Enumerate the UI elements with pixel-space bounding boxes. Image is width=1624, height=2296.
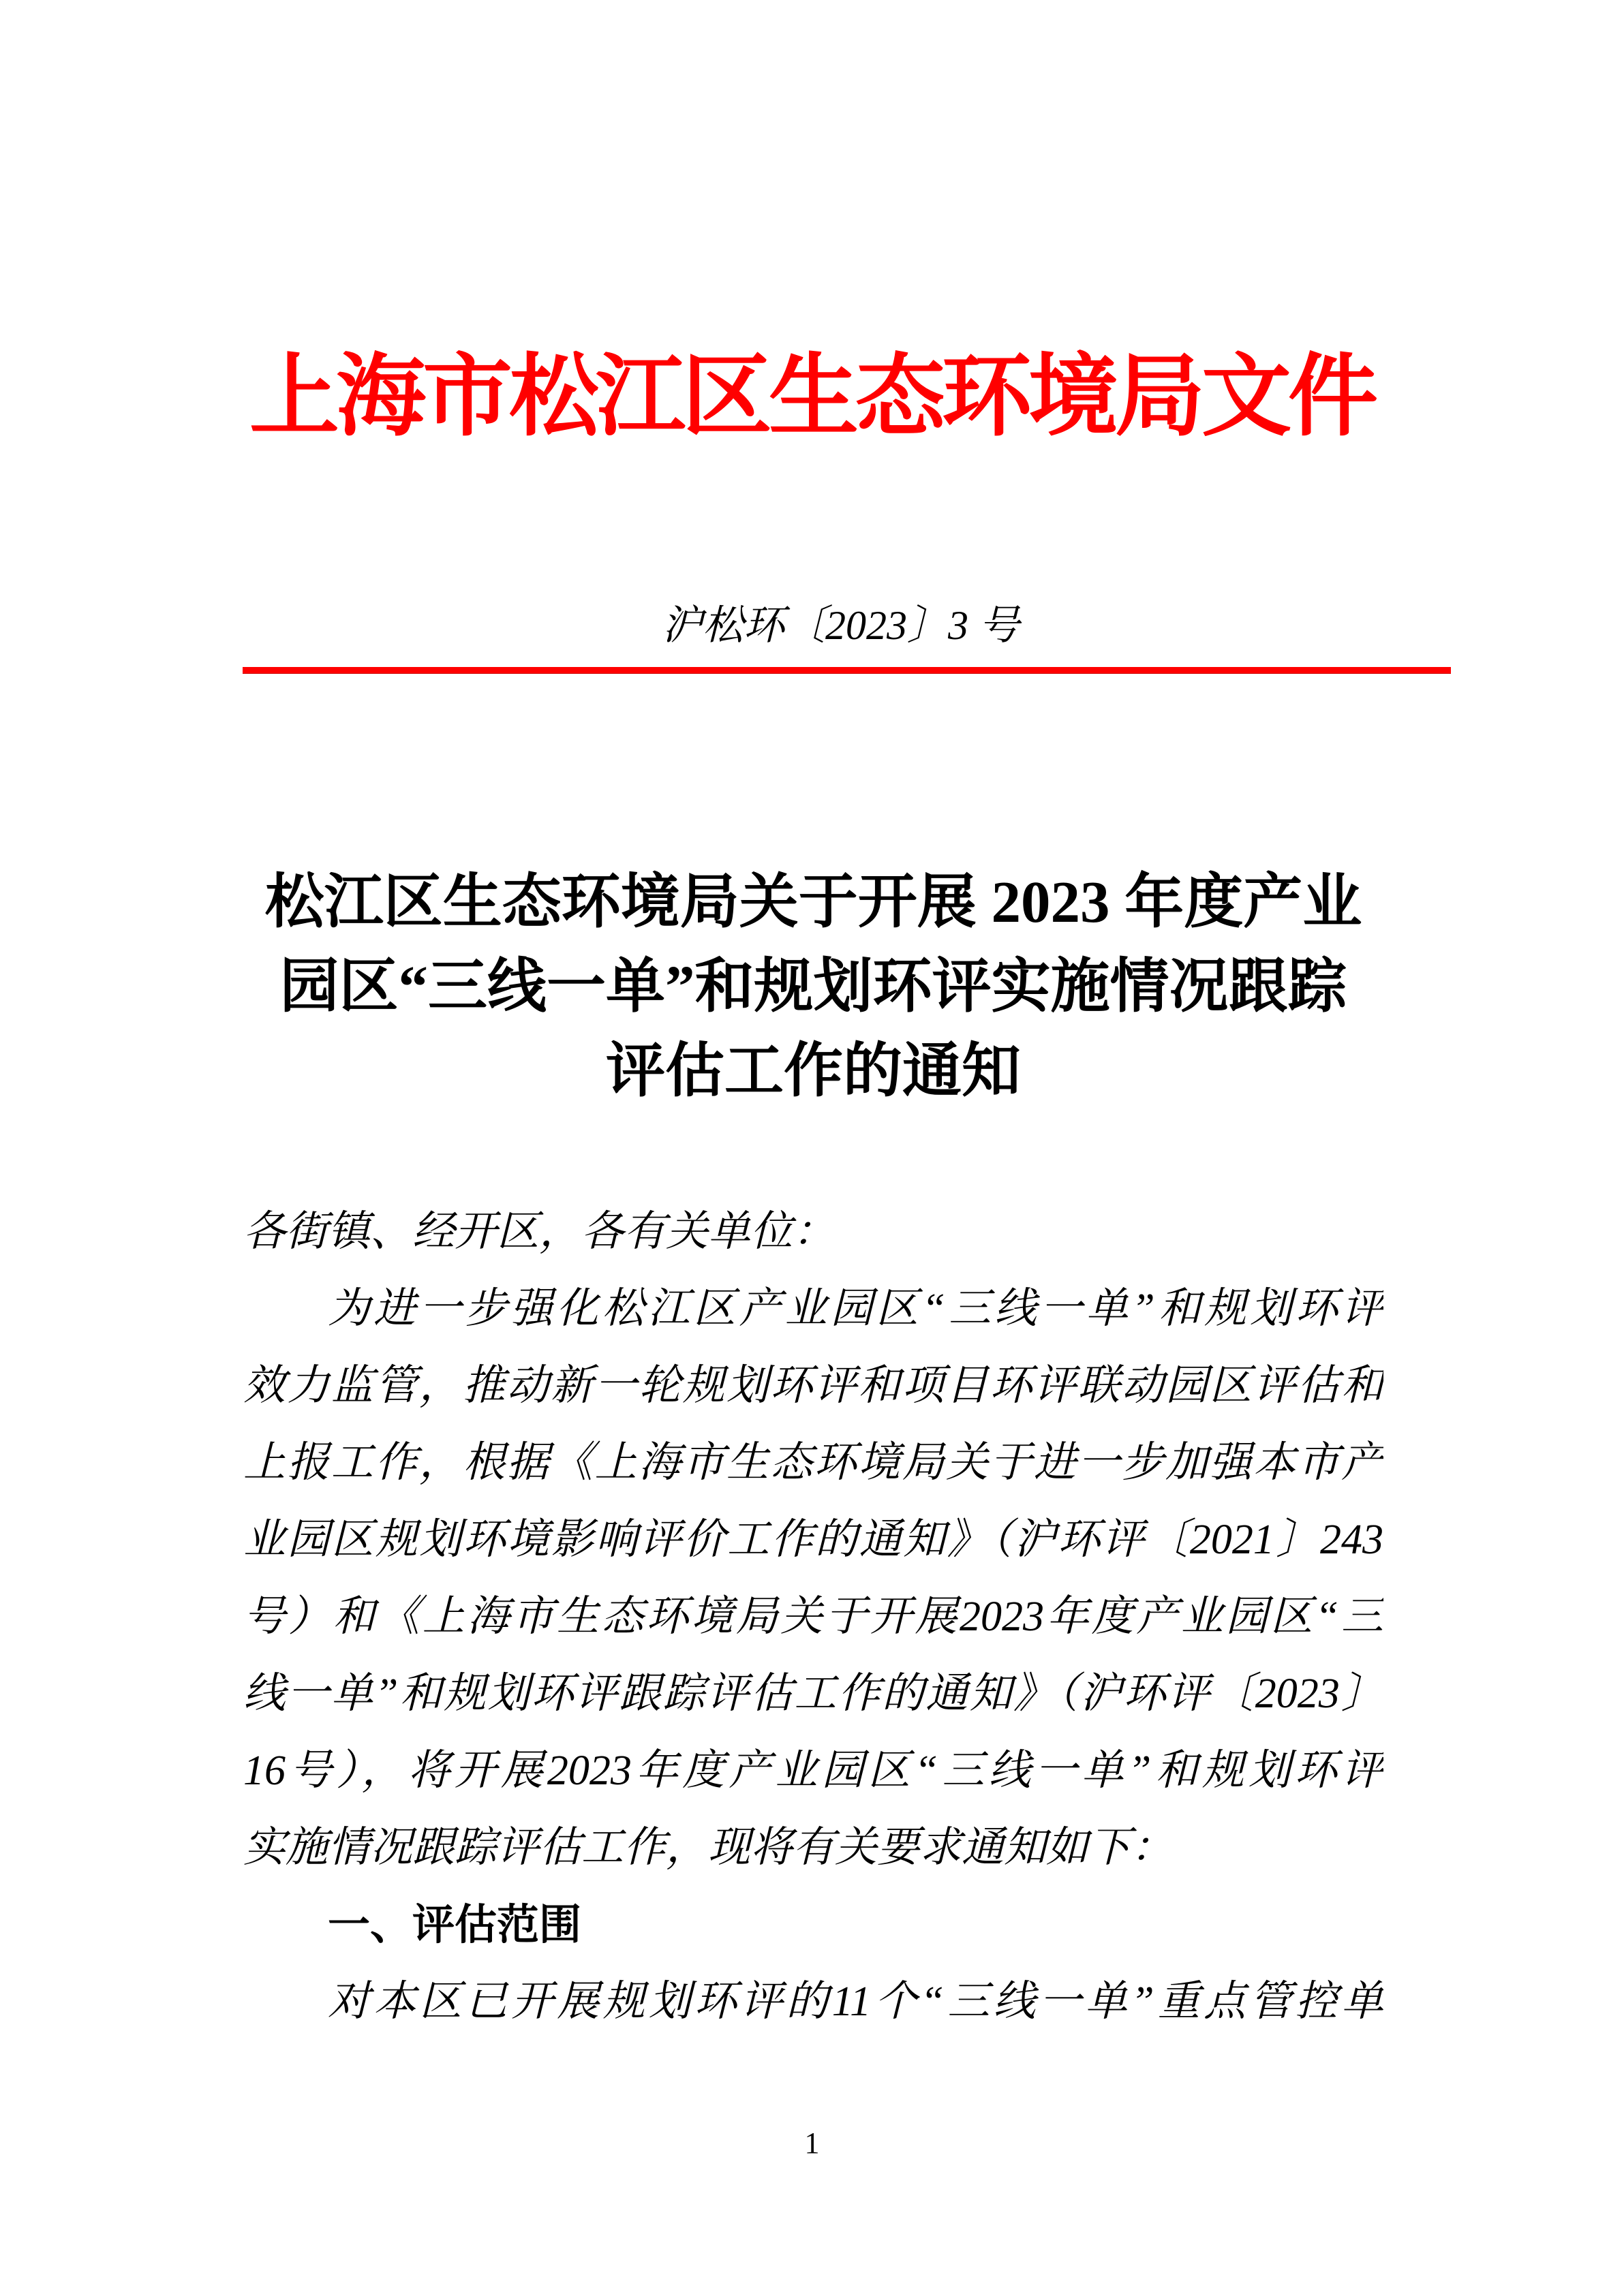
body-section-heading: 一、评估范围 [328,1902,582,1949]
body-paragraph-line: 线一单”和规划环评跟踪评估工作的通知》（沪环评〔2023〕 [243,1671,1383,1717]
body-salutation-line: 各街镇、经开区，各有关单位： [243,1209,836,1255]
body-paragraph-line: 实施情况跟踪评估工作，现将有关要求通知如下： [243,1825,1174,1871]
document-title-line-2: 园区“三线一单”和规划环评实施情况跟踪 [279,953,1347,1019]
document-body [243,1194,1383,2041]
body-paragraph-line: 上报工作，根据《上海市生态环境局关于进一步加强本市产 [243,1440,1383,1486]
body-paragraph-line: 对本区已开展规划环评的11个“三线一单”重点管控单 [328,1979,1383,2025]
document-header-title: 上海市松江区生态环境局文件 [249,347,1375,447]
page-number: 1 [804,2126,820,2160]
document-number: 沪松环〔2023〕3 号 [662,603,1020,648]
red-divider-line [243,667,1451,674]
body-paragraph-line: 效力监管，推动新一轮规划环评和项目环评联动园区评估和 [243,1363,1383,1409]
body-paragraph-line: 16号），将开展2023年度产业园区“三线一单”和规划环评 [243,1748,1383,1794]
body-paragraph-line: 业园区规划环境影响评价工作的通知》（沪环评〔2021〕243 [243,1517,1383,1563]
document-title [243,860,1383,1113]
body-paragraph-line: 号）和《上海市生态环境局关于开展2023年度产业园区“三 [243,1594,1383,1640]
document-title-line-1: 松江区生态环境局关于开展 2023 年度产业 [264,869,1362,935]
body-paragraph-line: 为进一步强化松江区产业园区“三线一单”和规划环评 [328,1286,1383,1332]
document-title-line-3: 评估工作的通知 [606,1038,1021,1104]
